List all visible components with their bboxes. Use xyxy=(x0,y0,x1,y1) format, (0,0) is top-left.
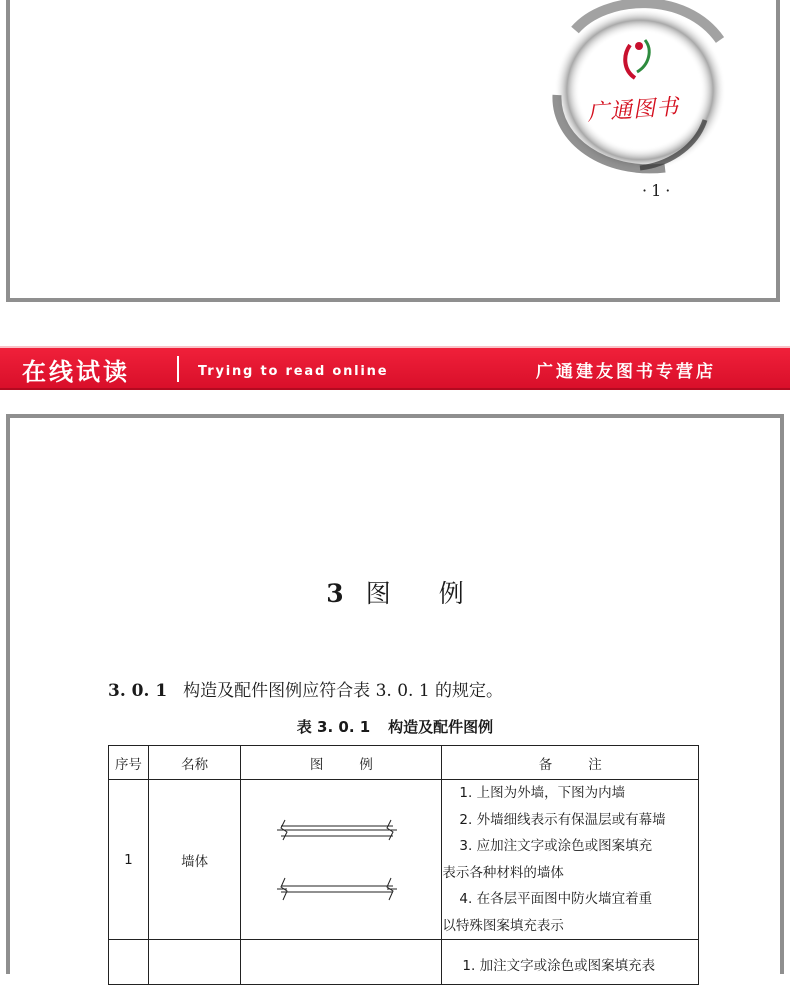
banner-title-en: Trying to read online xyxy=(198,364,389,379)
note-line: 1. 加注文字或涂色或图案填充表 xyxy=(462,958,656,974)
table-caption-number: 表 3. 0. 1 xyxy=(296,718,371,736)
chapter-title-part2: 例 xyxy=(438,579,464,608)
row-name xyxy=(148,940,241,985)
table-row xyxy=(109,780,699,940)
chapter-number: 3 xyxy=(326,579,344,608)
header-name-text: 名称 xyxy=(181,756,209,773)
note-line: 4. 在各层平面图中防火墙宜着重 xyxy=(459,891,653,907)
banner-title-cn: 在线试读 xyxy=(22,358,130,386)
row-seq: 1 xyxy=(109,780,149,940)
chapter-title-part1: 图 xyxy=(365,579,391,608)
table-caption xyxy=(0,716,790,737)
clause-paragraph xyxy=(108,676,503,701)
table-row xyxy=(109,940,699,985)
row-notes xyxy=(442,780,699,940)
clause-number: 3. 0. 1 xyxy=(108,681,168,701)
header-notes-2: 注 xyxy=(588,756,602,773)
page-number: ·1· xyxy=(642,181,675,200)
banner-store-name: 广通建友图书专营店 xyxy=(536,362,716,382)
table-header-row xyxy=(109,746,699,780)
read-online-banner xyxy=(0,346,790,390)
chapter-heading xyxy=(0,574,790,610)
header-legend-1: 图 xyxy=(309,756,324,773)
banner-divider xyxy=(177,356,179,382)
row-notes xyxy=(442,940,699,985)
row-seq xyxy=(109,940,149,985)
seal-brand-text: 广通图书 xyxy=(586,94,680,127)
header-seq: 序号 xyxy=(109,746,149,780)
row-name: 墙体 xyxy=(148,780,241,940)
note-line: 1. 上图为外墙，下图为内墙 xyxy=(459,785,626,801)
note-line: 表示各种材料的墙体 xyxy=(442,864,564,881)
note-line: 3. 应加注文字或涂色或图案填充 xyxy=(459,838,653,854)
header-legend-2: 例 xyxy=(359,756,373,773)
table-caption-title: 构造及配件图例 xyxy=(388,718,494,736)
wall-legend-figure xyxy=(241,780,442,940)
wall-symbol-drawing xyxy=(241,780,441,935)
header-legend xyxy=(241,746,442,780)
legend-table xyxy=(108,745,699,985)
header-notes xyxy=(442,746,699,780)
clause-text: 构造及配件图例应符合表 3. 0. 1 的规定。 xyxy=(183,681,504,701)
header-notes-1: 备 xyxy=(538,756,553,773)
legend-figure xyxy=(241,940,442,985)
note-line: 以特殊图案填充表示 xyxy=(442,917,564,934)
note-line: 2. 外墙细线表示有保温层或有幕墙 xyxy=(459,811,666,828)
header-name xyxy=(148,746,241,780)
